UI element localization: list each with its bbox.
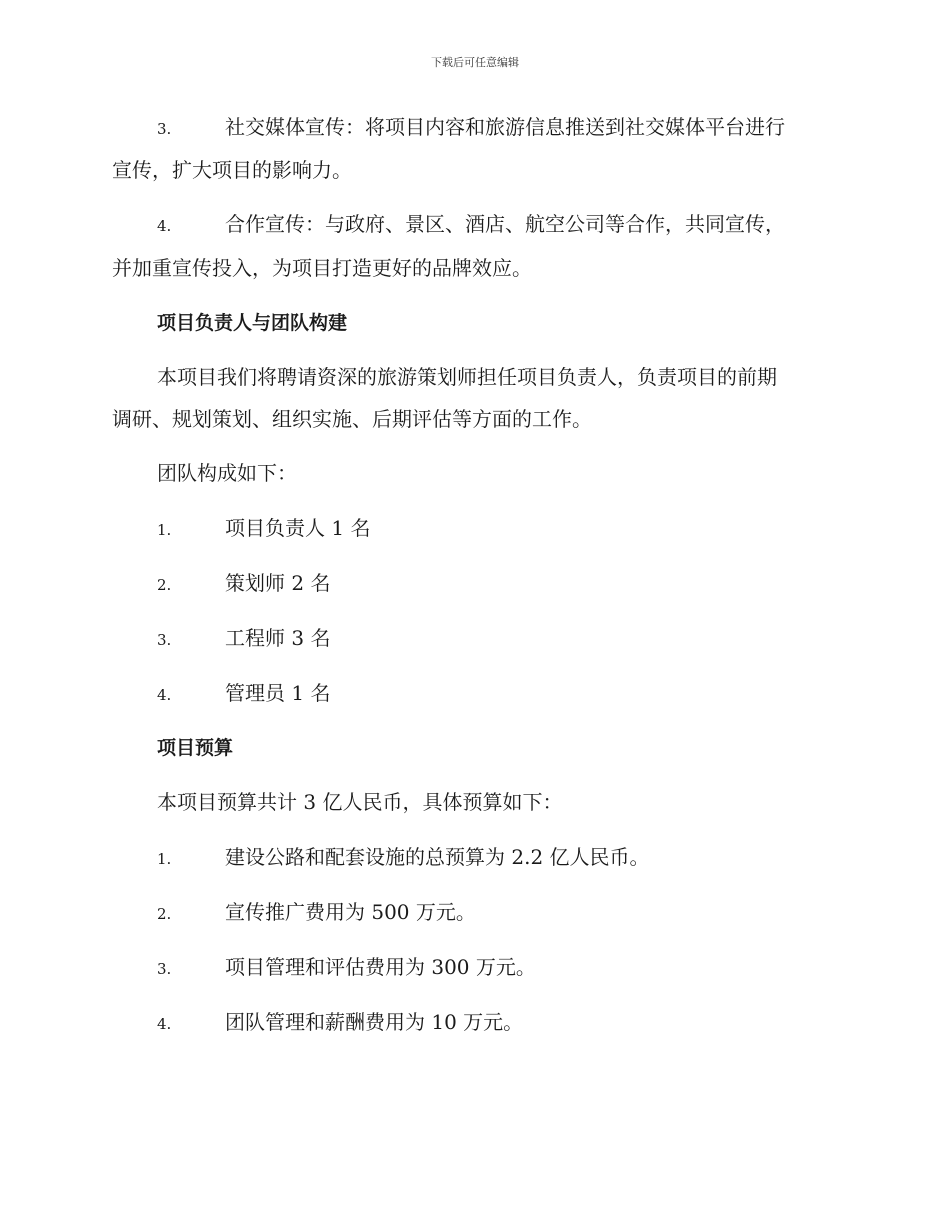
list-text: 社交媒体宣传：将项目内容和旅游信息推送到社交媒体平台进行 [225,115,785,139]
list-text: 工程师 3 名 [225,626,331,650]
list-text: 建设公路和配套设施的总预算为 2.2 亿人民币。 [225,845,650,869]
list-number: 2. [157,576,172,594]
page-header: 下载后可任意编辑 [431,56,519,69]
paragraph-line: 本项目我们将聘请资深的旅游策划师担任项目负责人，负责项目的前期 [157,365,777,389]
list-item-continuation: 并加重宣传投入，为项目打造更好的品牌效应。 [112,256,532,280]
list-text: 项目负责人 1 名 [225,516,371,540]
paragraph-line: 本项目预算共计 3 亿人民币，具体预算如下： [157,790,563,814]
list-text: 合作宣传：与政府、景区、酒店、航空公司等合作，共同宣传， [225,212,785,236]
list-text: 管理员 1 名 [225,681,331,705]
list-item-continuation: 宣传，扩大项目的影响力。 [112,158,352,182]
list-text: 策划师 2 名 [225,571,331,595]
section-heading-team: 项目负责人与团队构建 [157,312,348,334]
list-text: 宣传推广费用为 500 万元。 [225,900,476,924]
paragraph-line: 调研、规划策划、组织实施、后期评估等方面的工作。 [112,407,592,431]
list-number: 1. [157,521,172,539]
list-number: 3. [157,120,172,138]
list-number: 3. [157,631,172,649]
list-number: 4. [157,217,172,235]
list-number: 1. [157,850,172,868]
list-number: 4. [157,1015,172,1033]
list-text: 团队管理和薪酬费用为 10 万元。 [225,1010,524,1034]
list-number: 2. [157,905,172,923]
list-number: 3. [157,960,172,978]
section-heading-budget: 项目预算 [157,737,234,759]
list-intro: 团队构成如下： [157,461,297,485]
list-text: 项目管理和评估费用为 300 万元。 [225,955,536,979]
list-number: 4. [157,686,172,704]
